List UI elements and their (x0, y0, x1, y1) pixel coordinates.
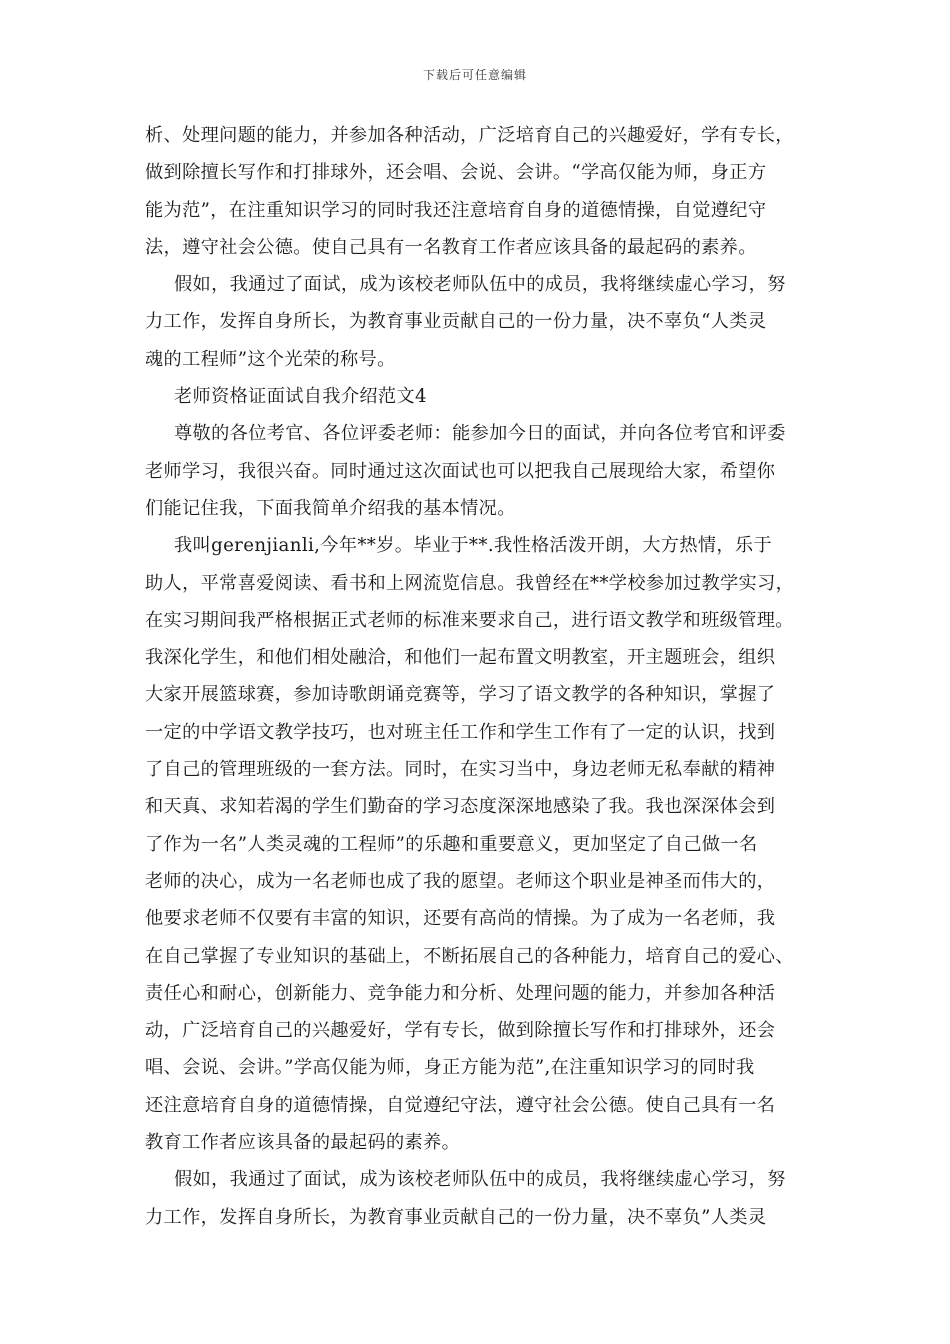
text-line: 责任心和耐心，创新能力、竞争能力和分析、处理问题的能力，并参加各种活 (145, 982, 776, 1004)
text-line: 和天真、求知若渴的学生们勤奋的学习态度深深地感染了我。我也深深体会到 (145, 796, 776, 818)
text-line: 在实习期间我严格根据正式老师的标准来要求自己，进行语文教学和班级管理。 (145, 609, 794, 631)
text-line: 我叫gerenjianli,今年**岁。毕业于**.我性格活泼开朗，大方热情，乐于 (174, 535, 773, 557)
text-line: 力工作，发挥自身所长，为教育事业贡献自己的一份力量，决不辜负“人类灵 (145, 311, 767, 333)
document-body (145, 117, 817, 1236)
text-line: 助人，平常喜爱阅读、看书和上网流览信息。我曾经在**学校参加过教学实习， (145, 572, 795, 594)
text-line: 力工作，发挥自身所长，为教育事业贡献自己的一份力量，决不辜负”人类灵 (145, 1206, 767, 1228)
text-line: 了自己的管理班级的一套方法。同时，在实习当中，身边老师无私奉献的精神 (145, 759, 776, 781)
text-line: 唱、会说、会讲。”学高仅能为师，身正方能为范”,在注重知识学习的同时我 (145, 1057, 755, 1079)
text-line: 老师学习，我很兴奋。同时通过这次面试也可以把我自己展现给大家，希望你 (145, 460, 776, 482)
text-line: 们能记住我，下面我简单介绍我的基本情况。 (145, 497, 516, 519)
text-line: 一定的中学语文教学技巧，也对班主任工作和学生工作有了一定的认识，找到 (145, 721, 776, 743)
text-line: 法，遵守社会公德。使自己具有一名教育工作者应该具备的最起码的素养。 (145, 236, 757, 258)
text-line: 他要求老师不仅要有丰富的知识，还要有高尚的情操。为了成为一名老师，我 (145, 908, 776, 930)
text-line: 假如，我通过了面试，成为该校老师队伍中的成员，我将继续虚心学习，努 (174, 274, 786, 296)
text-line: 做到除擅长写作和打排球外，还会唱、会说、会讲。“学高仅能为师，身正方 (145, 162, 767, 184)
text-line: 老师的决心，成为一名老师也成了我的愿望。老师这个职业是神圣而伟大的， (145, 870, 776, 892)
text-line: 析、处理问题的能力，并参加各种活动，广泛培育自己的兴趣爱好，学有专长， (145, 125, 794, 146)
text-line: 了作为一名”人类灵魂的工程师”的乐趣和重要意义，更加坚定了自己做一名 (145, 833, 758, 855)
page-header: 下载后可任意编辑 (422, 68, 527, 82)
text-line: 在自己掌握了专业知识的基础上，不断拓展自己的各种能力，培育自己的爱心、 (145, 945, 794, 967)
text-line: 大家开展篮球赛，参加诗歌朗诵竞赛等，学习了语文教学的各种知识，掌握了 (145, 684, 776, 706)
text-line: 还注意培育自身的道德情操，自觉遵纪守法，遵守社会公德。使自己具有一名 (145, 1094, 776, 1116)
text-line: 魂的工程师”这个光荣的称号。 (145, 348, 396, 370)
text-line: 假如，我通过了面试，成为该校老师队伍中的成员，我将继续虚心学习，努 (174, 1169, 786, 1191)
text-line: 教育工作者应该具备的最起码的素养。 (145, 1132, 461, 1154)
text-line: 动，广泛培育自己的兴趣爱好，学有专长，做到除擅长写作和打排球外，还会 (145, 1020, 776, 1042)
text-line: 我深化学生，和他们相处融洽，和他们一起布置文明教室，开主题班会，组织 (145, 647, 776, 669)
text-line: 老师资格证面试自我介绍范文4 (174, 386, 427, 408)
text-line: 能为范”，在注重知识学习的同时我还注意培育自身的道德情操，自觉遵纪守 (145, 199, 767, 221)
text-line: 尊敬的各位考官、各位评委老师：能参加今日的面试，并向各位考官和评委 (174, 423, 786, 445)
